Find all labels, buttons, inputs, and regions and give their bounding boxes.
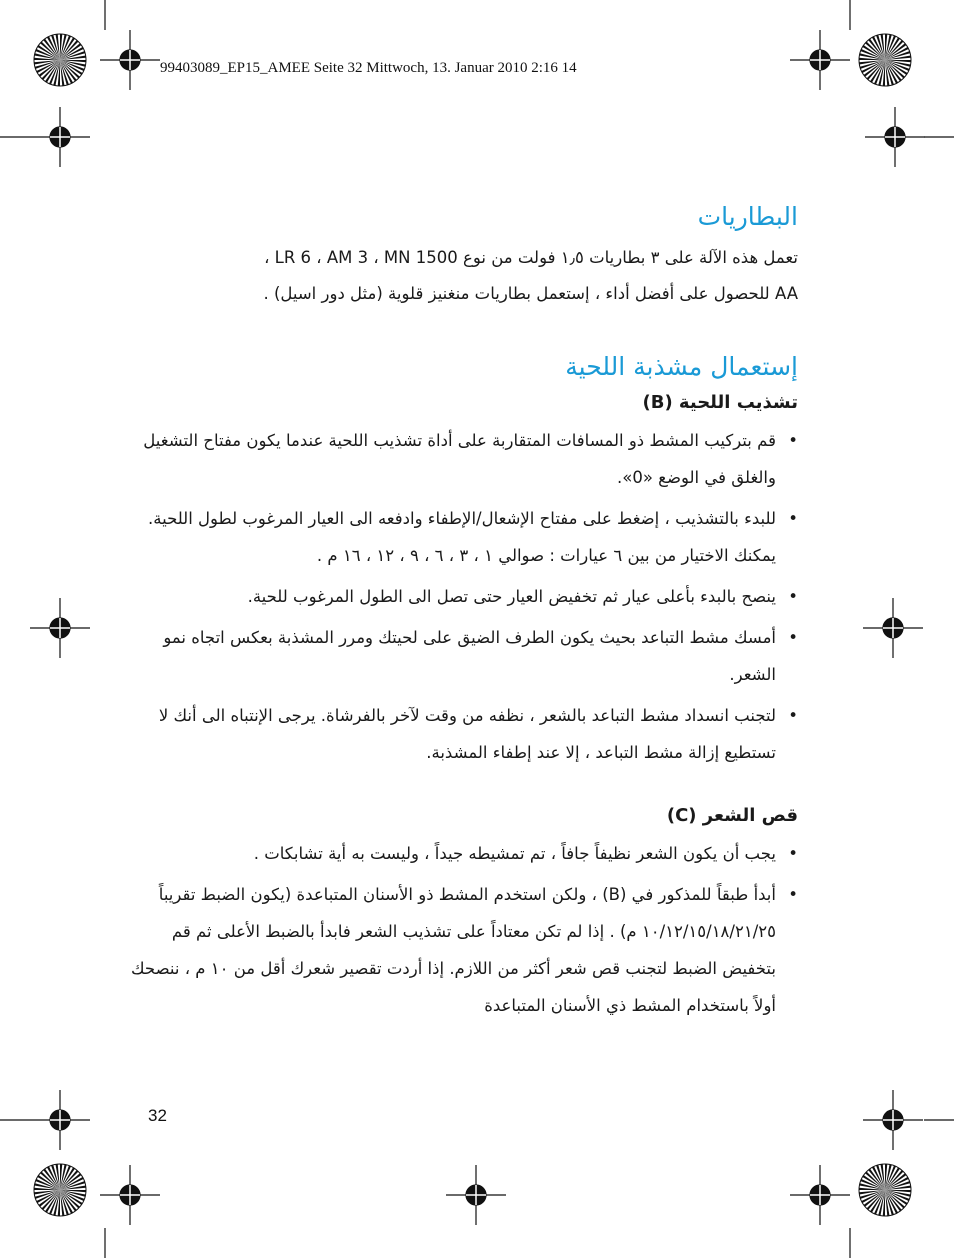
list-item: • للبدء بالتشذيب ، إضغط على مفتاح الإشعال/الإطفاء وادفعه الى العيار المرغوب لطول اللحية. يمكنك الاختيار من بين ٦ عيارات : صوالي ١ ، ٣ ، ٦ ، ٩ ، ١٢ ، ١٦ م . [120, 500, 798, 574]
registration-crosshair-icon [100, 1165, 160, 1225]
registration-crosshair-icon [790, 30, 850, 90]
print-info-header: 99403089_EP15_AMEE Seite 32 Mittwoch, 13. Januar 2010 2:16 14 [160, 60, 577, 76]
list-item: • أبدأ طبقاً للمذكور في (B) ، ولكن استخدم المشط ذو الأسنان المتباعدة (يكون الضبط تقريباً ١٠/١٢/١٥/١٨/٢١/٢٥ م) . إذا لم تكن معتاداً على تشذيب الشعر فابدأ بالضبط الأعلى ثم قم بتخفيض الضبط لتجنب قص شعر أكثر من اللازم. إذا أردت تقصير شعرك أقل من ١٠ م ، ننصحك أولاً باستخدام المشط ذي الأسنان المتباعدة [120, 876, 798, 1024]
registration-crosshair-icon [100, 30, 160, 90]
registration-crosshair-icon [863, 598, 923, 658]
registration-crosshair-icon [30, 1090, 90, 1150]
length-settings-note: يمكنك الاختيار من بين ٦ عيارات : صوالي ١ ، ٣ ، ٦ ، ٩ ، ١٢ ، ١٦ م . [316, 546, 776, 565]
cutting-bullet-list [120, 835, 798, 1024]
starburst-target-icon [34, 1164, 86, 1216]
starburst-target-icon [859, 34, 911, 86]
registration-crosshair-icon [863, 1090, 923, 1150]
starburst-target-icon [34, 34, 86, 86]
registration-crosshair-icon [30, 107, 90, 167]
list-item: • يجب أن يكون الشعر نظيفاً جافاً ، تم تمشيطه جيداً ، وليست به أية تشابكات . [120, 835, 798, 872]
page-number: 32 [148, 1106, 167, 1125]
page-content [120, 200, 798, 1028]
list-item: • ينصح بالبدء بأعلى عيار ثم تخفيض العيار حتى تصل الى الطول المرغوب للحية. [120, 578, 798, 615]
registration-crosshair-icon [865, 107, 925, 167]
registration-crosshair-icon [30, 598, 90, 658]
trimming-subtitle: تشذيب اللحية (B) [642, 392, 798, 413]
registration-crosshair-icon [790, 1165, 850, 1225]
registration-crosshair-icon [446, 1165, 506, 1225]
list-item: • أمسك مشط التباعد بحيث يكون الطرف الضيق على لحيتك ومرر المشذبة بعكس اتجاه نمو الشعر. [120, 619, 798, 693]
cutting-subtitle: قص الشعر (C) [666, 805, 798, 826]
starburst-target-icon [859, 1164, 911, 1216]
batteries-text-line-2: AA للحصول على أفضل أداء ، إستعمل بطاريات منغنيز قلوية (مثل دور اسيل) . [263, 284, 798, 303]
trimming-bullet-list [120, 422, 798, 771]
batteries-title: البطاريات [697, 202, 798, 231]
batteries-text-line-1: تعمل هذه الآلة على ٣ بطاريات ١٫٥ فولت من نوع LR 6 ، AM 3 ، MN 1500 ، [264, 248, 798, 267]
list-item: • قم بتركيب المشط ذو المسافات المتقاربة على أداة تشذيب اللحية عندما يكون مفتاح التشغيل والغلق في الوضع «0». [120, 422, 798, 496]
list-item: • لتجنب انسداد مشط التباعد بالشعر ، نظفه من وقت لآخر بالفرشاة. يرجى الإنتباه الى أنك لا تستطيع إزالة مشط التباعد ، إلا عند إطفاء المشذبة. [120, 697, 798, 771]
usage-title: إستعمال مشذبة اللحية [565, 352, 798, 381]
